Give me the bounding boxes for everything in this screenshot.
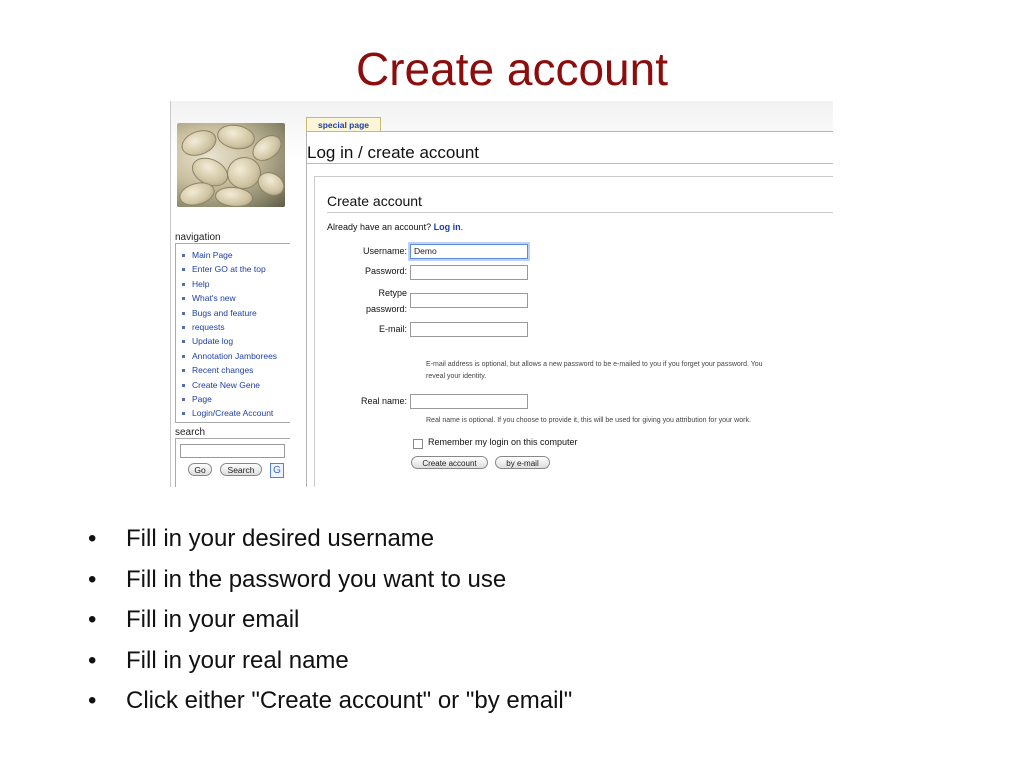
login-link[interactable]: Log in <box>433 222 461 232</box>
realname-field[interactable] <box>410 394 528 409</box>
google-icon[interactable]: G <box>270 463 284 478</box>
nav-item-login-create-account[interactable]: Login/Create Account <box>176 406 290 420</box>
already-have-account: Already have an account? Log in. <box>327 222 464 232</box>
nav-item-enter-go[interactable]: Enter GO at the top <box>176 262 290 276</box>
create-account-form <box>314 176 833 487</box>
nav-item-recent-changes[interactable]: Recent changes <box>176 363 290 377</box>
content-area <box>306 131 833 487</box>
form-title: Create account <box>327 193 422 209</box>
search-button[interactable]: Search <box>220 463 262 476</box>
create-account-button[interactable]: Create account <box>411 456 488 469</box>
realname-label: Real name: <box>360 396 407 406</box>
retype-label-line1: Retype <box>378 288 407 298</box>
sidebar-search-input[interactable] <box>180 444 285 458</box>
username-field[interactable] <box>410 244 528 259</box>
remember-checkbox[interactable] <box>413 439 423 449</box>
slide-title: Create account <box>356 43 668 95</box>
bullet-email: • Fill in your email <box>88 600 572 641</box>
by-email-button[interactable]: by e-mail <box>495 456 550 469</box>
remember-label: Remember my login on this computer <box>428 437 578 447</box>
page-title: Log in / create account <box>307 143 480 162</box>
nav-item-whats-new[interactable]: What's new <box>176 291 290 305</box>
heading-divider <box>307 163 833 164</box>
password-label: Password: <box>364 266 407 276</box>
password-field[interactable] <box>410 265 528 280</box>
navigation-heading: navigation <box>175 232 221 243</box>
already-text: Already have an account? <box>327 222 432 232</box>
go-button[interactable]: Go <box>188 463 212 476</box>
nav-item-help[interactable]: Help <box>176 277 290 291</box>
instruction-bullets <box>88 519 572 722</box>
nav-item-annotation-jamborees[interactable]: Annotation Jamborees <box>176 349 290 363</box>
nav-item-bugs-and-feature[interactable]: Bugs and feature <box>176 306 290 320</box>
wiki-screenshot <box>170 101 833 487</box>
navigation-list <box>176 244 290 421</box>
realname-note: Real name is optional. If you choose to provide it, this will be used for giving you attribution for your work. <box>426 417 751 424</box>
nav-item-main-page[interactable]: Main Page <box>176 248 290 262</box>
pistachio-logo[interactable] <box>177 123 285 207</box>
nav-item-create-new-gene[interactable]: Create New Gene <box>176 378 290 392</box>
bullet-click-create: • Click either "Create account" or "by email" <box>88 681 572 722</box>
search-heading: search <box>175 427 206 438</box>
nav-item-update-log[interactable]: Update log <box>176 334 290 348</box>
search-box <box>175 438 290 487</box>
email-label: E-mail: <box>378 324 407 334</box>
nav-item-bugs-requests-cont[interactable]: requests <box>176 320 290 334</box>
form-divider <box>327 212 833 213</box>
email-field[interactable] <box>410 322 528 337</box>
bullet-password: • Fill in the password you want to use <box>88 560 572 601</box>
username-label: Username: <box>362 246 407 256</box>
bullet-real-name: • Fill in your real name <box>88 641 572 682</box>
nav-item-create-new-gene-cont[interactable]: Page <box>176 392 290 406</box>
email-note-line2: reveal your identity. <box>426 373 487 380</box>
retype-label-line2: password: <box>365 304 407 314</box>
retype-password-field[interactable] <box>410 293 528 308</box>
email-note-line1: E-mail address is optional, but allows a new password to be e-mailed to you if you forget your password. You <box>426 361 763 368</box>
bullet-username: • Fill in your desired username <box>88 519 572 560</box>
tab-special-page[interactable]: special page <box>306 117 381 132</box>
navigation-box <box>175 243 290 423</box>
